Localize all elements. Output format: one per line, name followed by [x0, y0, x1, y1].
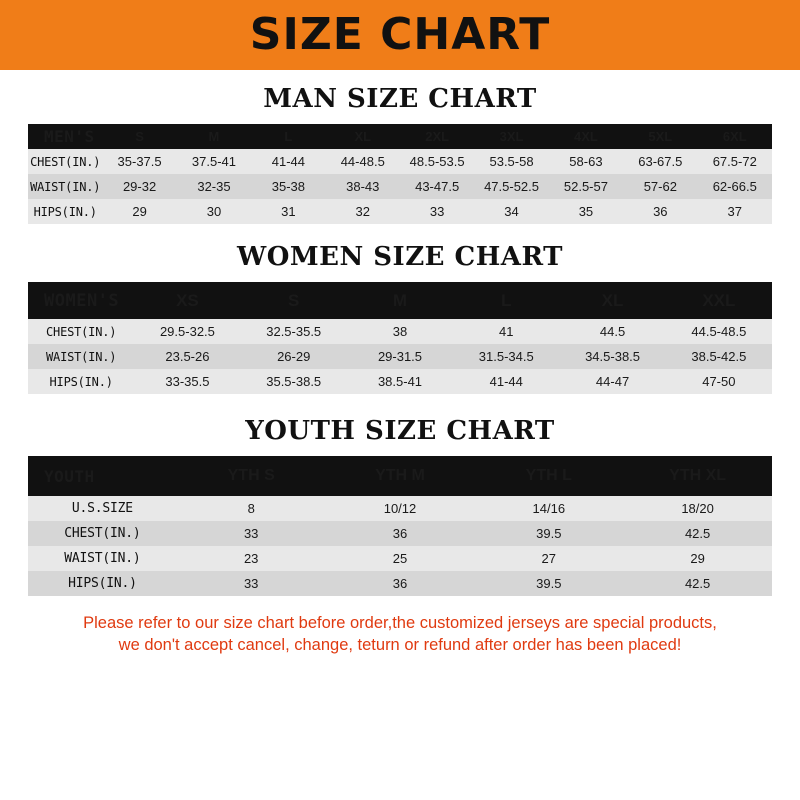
- men-r2-c3: 32: [326, 199, 400, 224]
- men-r2-c2: 31: [251, 199, 325, 224]
- youth-r0-c1: 10/12: [326, 496, 475, 521]
- header-banner: [0, 0, 800, 70]
- men-r0-c8: 67.5-72: [698, 149, 772, 174]
- women-r2-c3: 41-44: [453, 369, 559, 394]
- women-r0-c5: 44.5-48.5: [666, 319, 772, 344]
- chart-content: [0, 84, 800, 657]
- table-header-row: [28, 282, 772, 319]
- footer-line-2: we don't accept cancel, change, teturn or refund after order has been placed!: [118, 636, 682, 655]
- men-r1-c3: 38-43: [326, 174, 400, 199]
- youth-size-table: [28, 456, 772, 596]
- youth-r2-c2: 27: [474, 546, 623, 571]
- women-r2-c2: 38.5-41: [347, 369, 453, 394]
- men-col-1: M: [177, 124, 251, 149]
- footer-note: [28, 612, 772, 657]
- youth-row-1-label: CHEST(IN.): [28, 521, 177, 546]
- men-r1-c6: 52.5-57: [549, 174, 623, 199]
- men-r1-c0: 29-32: [102, 174, 176, 199]
- men-col-7: 5XL: [623, 124, 697, 149]
- women-corner-label: WOMEN'S: [28, 282, 134, 319]
- men-r2-c6: 35: [549, 199, 623, 224]
- men-r0-c4: 48.5-53.5: [400, 149, 474, 174]
- youth-section-title: YOUTH SIZE CHART: [245, 416, 555, 446]
- women-size-table: [28, 282, 772, 394]
- women-col-4: XL: [559, 282, 665, 319]
- youth-r1-c1: 36: [326, 521, 475, 546]
- women-r2-c5: 47-50: [666, 369, 772, 394]
- table-header-row: [28, 456, 772, 496]
- youth-col-3: YTH XL: [623, 456, 772, 496]
- women-r1-c0: 23.5-26: [134, 344, 240, 369]
- men-row-1-label: WAIST(IN.): [28, 174, 102, 199]
- youth-row-2-label: WAIST(IN.): [28, 546, 177, 571]
- men-col-6: 4XL: [549, 124, 623, 149]
- women-section-title: WOMEN SIZE CHART: [237, 242, 563, 272]
- men-r0-c1: 37.5-41: [177, 149, 251, 174]
- men-r2-c0: 29: [102, 199, 176, 224]
- women-r0-c2: 38: [347, 319, 453, 344]
- women-col-5: XXL: [666, 282, 772, 319]
- men-r0-c0: 35-37.5: [102, 149, 176, 174]
- men-row-0-label: CHEST(IN.): [28, 149, 102, 174]
- women-r2-c4: 44-47: [559, 369, 665, 394]
- footer-line-1: Please refer to our size chart before order,the customized jerseys are special products,: [83, 614, 717, 632]
- women-r2-c1: 35.5-38.5: [241, 369, 347, 394]
- youth-r0-c2: 14/16: [474, 496, 623, 521]
- women-r2-c0: 33-35.5: [134, 369, 240, 394]
- men-r1-c4: 43-47.5: [400, 174, 474, 199]
- women-r1-c3: 31.5-34.5: [453, 344, 559, 369]
- men-r1-c8: 62-66.5: [698, 174, 772, 199]
- table-row: [28, 496, 772, 521]
- men-col-3: XL: [326, 124, 400, 149]
- men-col-0: S: [102, 124, 176, 149]
- men-r0-c6: 58-63: [549, 149, 623, 174]
- table-row: [28, 199, 772, 224]
- youth-r1-c2: 39.5: [474, 521, 623, 546]
- table-row: [28, 571, 772, 596]
- youth-row-3-label: HIPS(IN.): [28, 571, 177, 596]
- table-row: [28, 521, 772, 546]
- youth-r2-c0: 23: [177, 546, 326, 571]
- men-r2-c4: 33: [400, 199, 474, 224]
- men-size-table: [28, 124, 772, 224]
- youth-r1-c0: 33: [177, 521, 326, 546]
- women-r1-c5: 38.5-42.5: [666, 344, 772, 369]
- men-col-8: 6XL: [698, 124, 772, 149]
- men-r2-c7: 36: [623, 199, 697, 224]
- table-row: [28, 319, 772, 344]
- youth-r3-c2: 39.5: [474, 571, 623, 596]
- men-col-2: L: [251, 124, 325, 149]
- women-r0-c3: 41: [453, 319, 559, 344]
- men-r0-c7: 63-67.5: [623, 149, 697, 174]
- table-header-row: [28, 124, 772, 149]
- table-row: [28, 344, 772, 369]
- table-row: [28, 369, 772, 394]
- women-r0-c0: 29.5-32.5: [134, 319, 240, 344]
- women-r1-c1: 26-29: [241, 344, 347, 369]
- youth-r0-c0: 8: [177, 496, 326, 521]
- men-row-2-label: HIPS(IN.): [28, 199, 102, 224]
- men-r2-c5: 34: [474, 199, 548, 224]
- youth-col-0: YTH S: [177, 456, 326, 496]
- women-r1-c4: 34.5-38.5: [559, 344, 665, 369]
- men-r2-c8: 37: [698, 199, 772, 224]
- men-r0-c2: 41-44: [251, 149, 325, 174]
- men-r0-c5: 53.5-58: [474, 149, 548, 174]
- women-r1-c2: 29-31.5: [347, 344, 453, 369]
- men-r1-c5: 47.5-52.5: [474, 174, 548, 199]
- youth-r3-c1: 36: [326, 571, 475, 596]
- women-col-3: L: [453, 282, 559, 319]
- men-col-5: 3XL: [474, 124, 548, 149]
- women-r0-c4: 44.5: [559, 319, 665, 344]
- youth-r2-c3: 29: [623, 546, 772, 571]
- page-title: SIZE CHART: [249, 9, 551, 60]
- youth-row-0-label: U.S.SIZE: [28, 496, 177, 521]
- youth-r1-c3: 42.5: [623, 521, 772, 546]
- men-r2-c1: 30: [177, 199, 251, 224]
- youth-r2-c1: 25: [326, 546, 475, 571]
- men-r1-c2: 35-38: [251, 174, 325, 199]
- table-row: [28, 149, 772, 174]
- table-row: [28, 174, 772, 199]
- women-row-0-label: CHEST(IN.): [28, 319, 134, 344]
- women-col-2: M: [347, 282, 453, 319]
- table-row: [28, 546, 772, 571]
- women-col-1: S: [241, 282, 347, 319]
- youth-col-2: YTH L: [474, 456, 623, 496]
- youth-r0-c3: 18/20: [623, 496, 772, 521]
- women-row-2-label: HIPS(IN.): [28, 369, 134, 394]
- men-r1-c1: 32-35: [177, 174, 251, 199]
- men-section-title: MAN SIZE CHART: [263, 84, 537, 114]
- women-col-0: XS: [134, 282, 240, 319]
- women-row-1-label: WAIST(IN.): [28, 344, 134, 369]
- youth-corner-label: YOUTH: [28, 456, 177, 496]
- youth-r3-c0: 33: [177, 571, 326, 596]
- men-r0-c3: 44-48.5: [326, 149, 400, 174]
- men-col-4: 2XL: [400, 124, 474, 149]
- men-corner-label: MEN'S: [28, 124, 102, 149]
- youth-r3-c3: 42.5: [623, 571, 772, 596]
- women-r0-c1: 32.5-35.5: [241, 319, 347, 344]
- youth-col-1: YTH M: [326, 456, 475, 496]
- men-r1-c7: 57-62: [623, 174, 697, 199]
